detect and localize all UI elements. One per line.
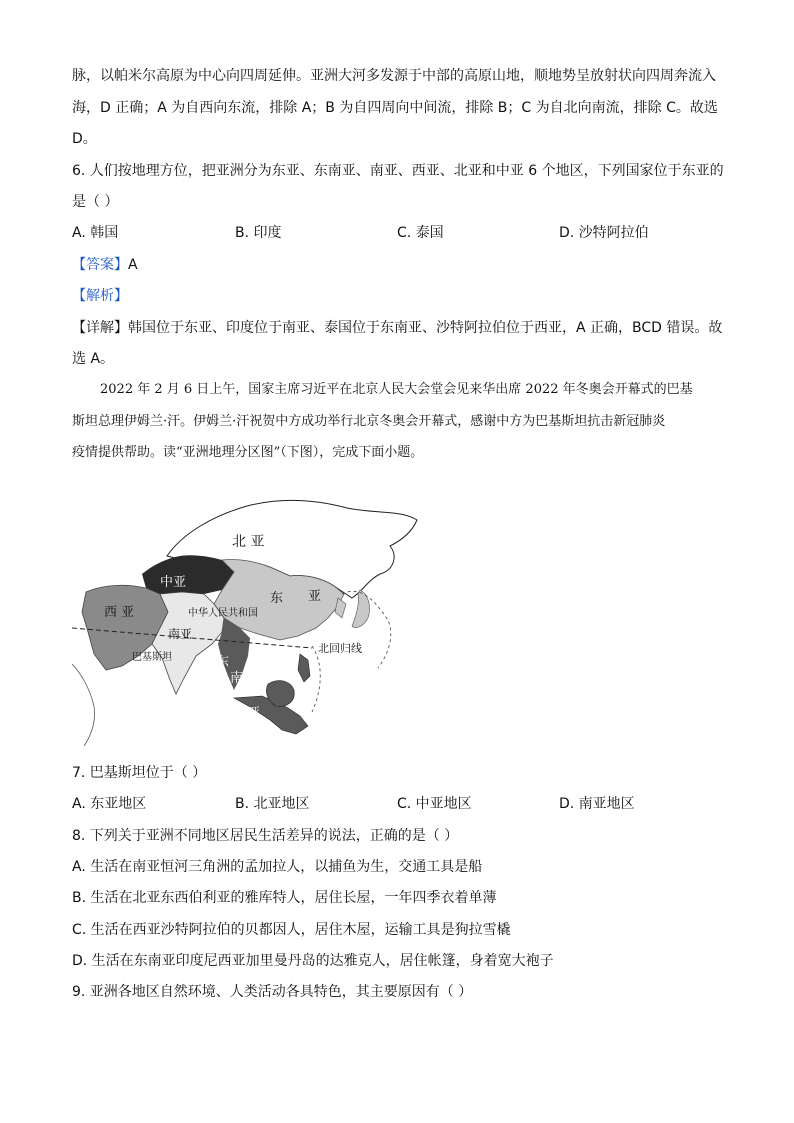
answer-tag: 【答案】 — [72, 257, 128, 273]
answer-value: A — [128, 257, 138, 273]
label-east-asia-2: 亚 — [308, 589, 322, 604]
label-china: 中华人民共和国 — [188, 608, 258, 619]
label-southeast-2: 南 — [230, 671, 244, 686]
question-6-stem: 是（ ） — [72, 194, 119, 210]
detail-line: 【详解】韩国位于东亚、印度位于南亚、泰国位于东南亚、沙特阿拉伯位于西亚，A 正确，BCD 错误。故 — [72, 320, 723, 336]
asia-regions-map — [72, 494, 426, 746]
context-line: 疫情提供帮助。读“亚洲地理分区图”（下图），完成下面小题。 — [72, 445, 424, 460]
q7-option-d: D. 南亚地区 — [559, 796, 635, 812]
label-southeast-3: 亚 — [248, 705, 261, 719]
label-south-asia: 南亚 — [168, 627, 193, 641]
central-asia-region — [142, 555, 234, 594]
q7-option-c: C. 中亚地区 — [397, 796, 472, 812]
q6-option-c: C. 泰国 — [397, 225, 444, 241]
q8-option-c: C. 生活在西亚沙特阿拉伯的贝都因人，居住木屋，运输工具是狗拉雪橇 — [72, 922, 511, 938]
q8-option-b: B. 生活在北亚东西伯利亚的雅库特人，居住长屋，一年四季衣着单薄 — [72, 890, 497, 906]
region-boundary-dashes — [312, 646, 320, 712]
question-6-stem: 6. 人们按地理方位，把亚洲分为东亚、东南亚、南亚、西亚、北亚和中亚 6 个地区，下列国家位于东亚的 — [72, 163, 724, 179]
q8-option-d: D. 生活在东南亚印度尼西亚加里曼丹岛的达雅克人，居住帐篷，身着宽大袍子 — [72, 953, 554, 969]
africa-edge — [72, 664, 95, 746]
detail-line: 选 A。 — [72, 351, 115, 367]
question-9-stem: 9. 亚洲各地区自然环境、人类活动各具特色，其主要原因有（ ） — [72, 984, 473, 1000]
label-pakistan: 巴基斯坦 — [132, 652, 172, 663]
question-7-stem: 7. 巴基斯坦位于（ ） — [72, 765, 207, 781]
label-southeast-1: 东 — [216, 655, 230, 670]
question-8-stem: 8. 下列关于亚洲不同地区居民生活差异的说法，正确的是（ ） — [72, 828, 459, 844]
label-north-asia: 北 亚 — [232, 534, 265, 550]
q6-option-b: B. 印度 — [235, 225, 282, 241]
analysis-tag: 【解析】 — [72, 288, 128, 304]
paragraph-line: 海，D 正确；A 为自西向东流，排除 A；B 为自四周向中间流，排除 B；C 为自北向南流，排除 C。故选 — [72, 100, 718, 116]
label-tropic: 北回归线 — [318, 642, 362, 655]
context-line: 斯坦总理伊姆兰·汗。伊姆兰·汗祝贺中方成功举行北京冬奥会开幕式，感谢中方为巴基斯坦抗击新冠肺炎 — [72, 414, 666, 429]
q7-option-a: A. 东亚地区 — [72, 796, 147, 812]
q8-option-a: A. 生活在南亚恒河三角洲的孟加拉人，以捕鱼为生，交通工具是船 — [72, 859, 483, 875]
q6-option-a: A. 韩国 — [72, 225, 119, 241]
philippines-islands — [298, 654, 310, 682]
label-central-asia: 中亚 — [160, 575, 187, 590]
paragraph-line: 脉，以帕米尔高原为中心向四周延伸。亚洲大河多发源于中部的高原山地，顺地势呈放射状向四周奔流入 — [72, 68, 716, 84]
label-east-asia: 东 — [270, 591, 284, 606]
label-west-asia: 西 亚 — [104, 605, 135, 620]
answer-line — [72, 255, 138, 275]
paragraph-line: D。 — [72, 131, 97, 147]
q6-option-d: D. 沙特阿拉伯 — [559, 225, 649, 241]
q7-option-b: B. 北亚地区 — [235, 796, 310, 812]
context-line: 2022 年 2 月 6 日上午，国家主席习近平在北京人民大会堂会见来华出席 2022 年冬奥会开幕式的巴基 — [100, 382, 693, 397]
